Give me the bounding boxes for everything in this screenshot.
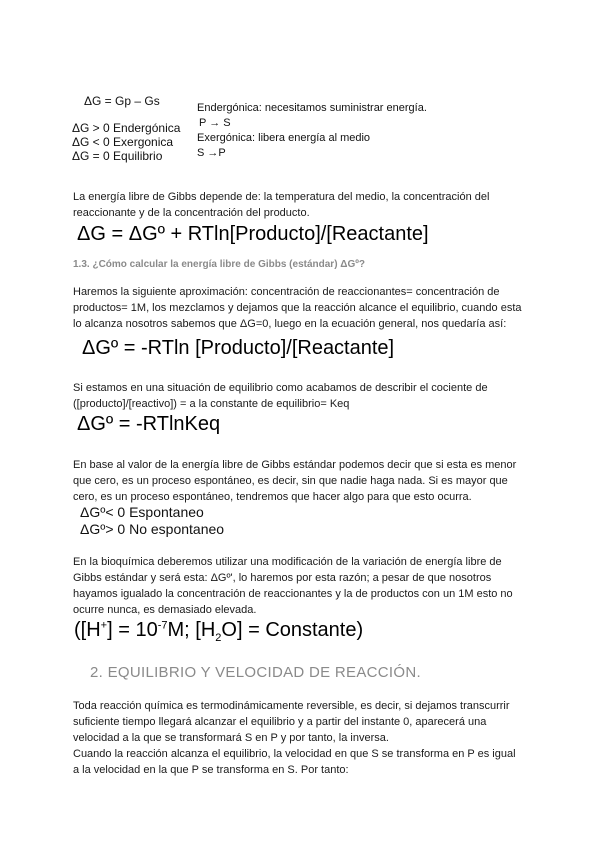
- section-heading-2: 2. EQUILIBRIO Y VELOCIDAD DE REACCIÓN.: [90, 664, 421, 681]
- exergonic-direction: S →P: [197, 147, 226, 159]
- delta-g-definition: ΔG = Gp – Gs: [84, 94, 160, 108]
- paragraph-line: ([producto]/[reactivo]) = a la constante de equilibrio= Keq: [73, 398, 350, 410]
- paragraph-line: Cuando la reacción alcanza el equilibrio, la velocidad en que S se transforma en P es igual: [73, 748, 516, 760]
- endergonic-direction: P → S: [199, 117, 231, 129]
- delta-g-row-exergonic: ΔG < 0 Exergonica: [72, 135, 174, 149]
- paragraph-line: velocidad a la que se transformará S en P y por tanto, la inversa.: [73, 732, 389, 744]
- endergonic-description: Endergónica: necesitamos suministrar energía.: [197, 102, 427, 114]
- paragraph-line: ocurre nunca, es demasiado elevada.: [73, 604, 257, 616]
- paragraph-line: Haremos la siguiente aproximación: concentración de reaccionantes= concentración de: [73, 286, 500, 298]
- equation-part: ([H: [74, 619, 101, 641]
- standard-gibbs-equation: ΔGº = -RTln [Producto]/[Reactante]: [82, 337, 395, 359]
- paragraph-line: lo alcanza nosotros sabemos que ΔG=0, luego en la ecuación general, nos quedaría así:: [73, 318, 507, 330]
- gibbs-general-equation: ΔG = ΔGº + RTln[Producto]/[Reactante]: [77, 223, 429, 245]
- paragraph-line: Si estamos en una situación de equilibrio como acabamos de describir el cociente de: [73, 382, 488, 394]
- paragraph-line: que cero, es un proceso espontáneo, es decir, sin que nadie haga nada. Si es mayor que: [73, 475, 508, 487]
- paragraph-line: En la bioquímica deberemos utilizar una modificación de la variación de energía libre de: [73, 556, 502, 568]
- paragraph-line: Gibbs estándar y será esta: ΔGº', lo haremos por esta razón; a pesar de que nosotros: [73, 572, 492, 584]
- paragraph-approximation: [73, 284, 533, 332]
- delta-g-row-endergonic: ΔG > 0 Endergónica: [72, 121, 181, 135]
- paragraph-line: a la velocidad en la que P se transforma en S. Por tanto:: [73, 764, 349, 776]
- paragraph-reversibility: [73, 698, 533, 778]
- keq-equation: ΔGº = -RTlnKeq: [77, 413, 221, 435]
- paragraph-line: Toda reacción química es termodinámicamente reversible, es decir, si dejamos transcurrir: [73, 700, 510, 712]
- equation-part: M; [H: [167, 619, 216, 641]
- paragraph-line: En base al valor de la energía libre de Gibbs estándar podemos decir que si esta es menor: [73, 459, 517, 471]
- non-spontaneous-condition: ΔGº> 0 No espontaneo: [80, 521, 225, 537]
- delta-g-row-equilibrium: ΔG = 0 Equilibrio: [72, 149, 163, 163]
- equation-part: O] = Constante): [221, 619, 364, 641]
- paragraph-gibbs-dependence: [73, 189, 533, 221]
- biochemical-conditions-equation: [74, 619, 363, 644]
- equation-superscript: -7: [157, 619, 168, 632]
- paragraph-biochemistry: [73, 554, 533, 618]
- section-heading-1-3: 1.3. ¿Cómo calcular la energía libre de Gibbs (estándar) ΔGº?: [73, 259, 366, 270]
- paragraph-line: reaccionante y de la concentración del producto.: [73, 207, 310, 219]
- paragraph-line: hayamos igualado la concentración de reaccionantes y la de productos con un 1M esto no: [73, 588, 513, 600]
- paragraph-spontaneity: [73, 457, 533, 505]
- exergonic-description: Exergónica: libera energía al medio: [197, 132, 371, 144]
- equation-part: ] = 10: [107, 619, 158, 641]
- paragraph-line: productos= 1M, los mezclamos y dejamos que la reacción alcance el equilibrio, cuando esta: [73, 302, 522, 314]
- equation-subscript: 2: [215, 632, 222, 644]
- equation-superscript: +: [100, 619, 108, 632]
- paragraph-line: cero, es un proceso espontáneo, tendremos que hacer algo para que esto ocurra.: [73, 491, 472, 503]
- paragraph-equilibrium-constant: [73, 380, 533, 412]
- paragraph-line: suficiente tiempo llegará alcanzar el equilibrio y a partir del instante 0, aparecerá una: [73, 716, 487, 728]
- paragraph-line: La energía libre de Gibbs depende de: la temperatura del medio, la concentración del: [73, 191, 490, 203]
- spontaneous-condition: ΔGº< 0 Espontaneo: [80, 504, 204, 520]
